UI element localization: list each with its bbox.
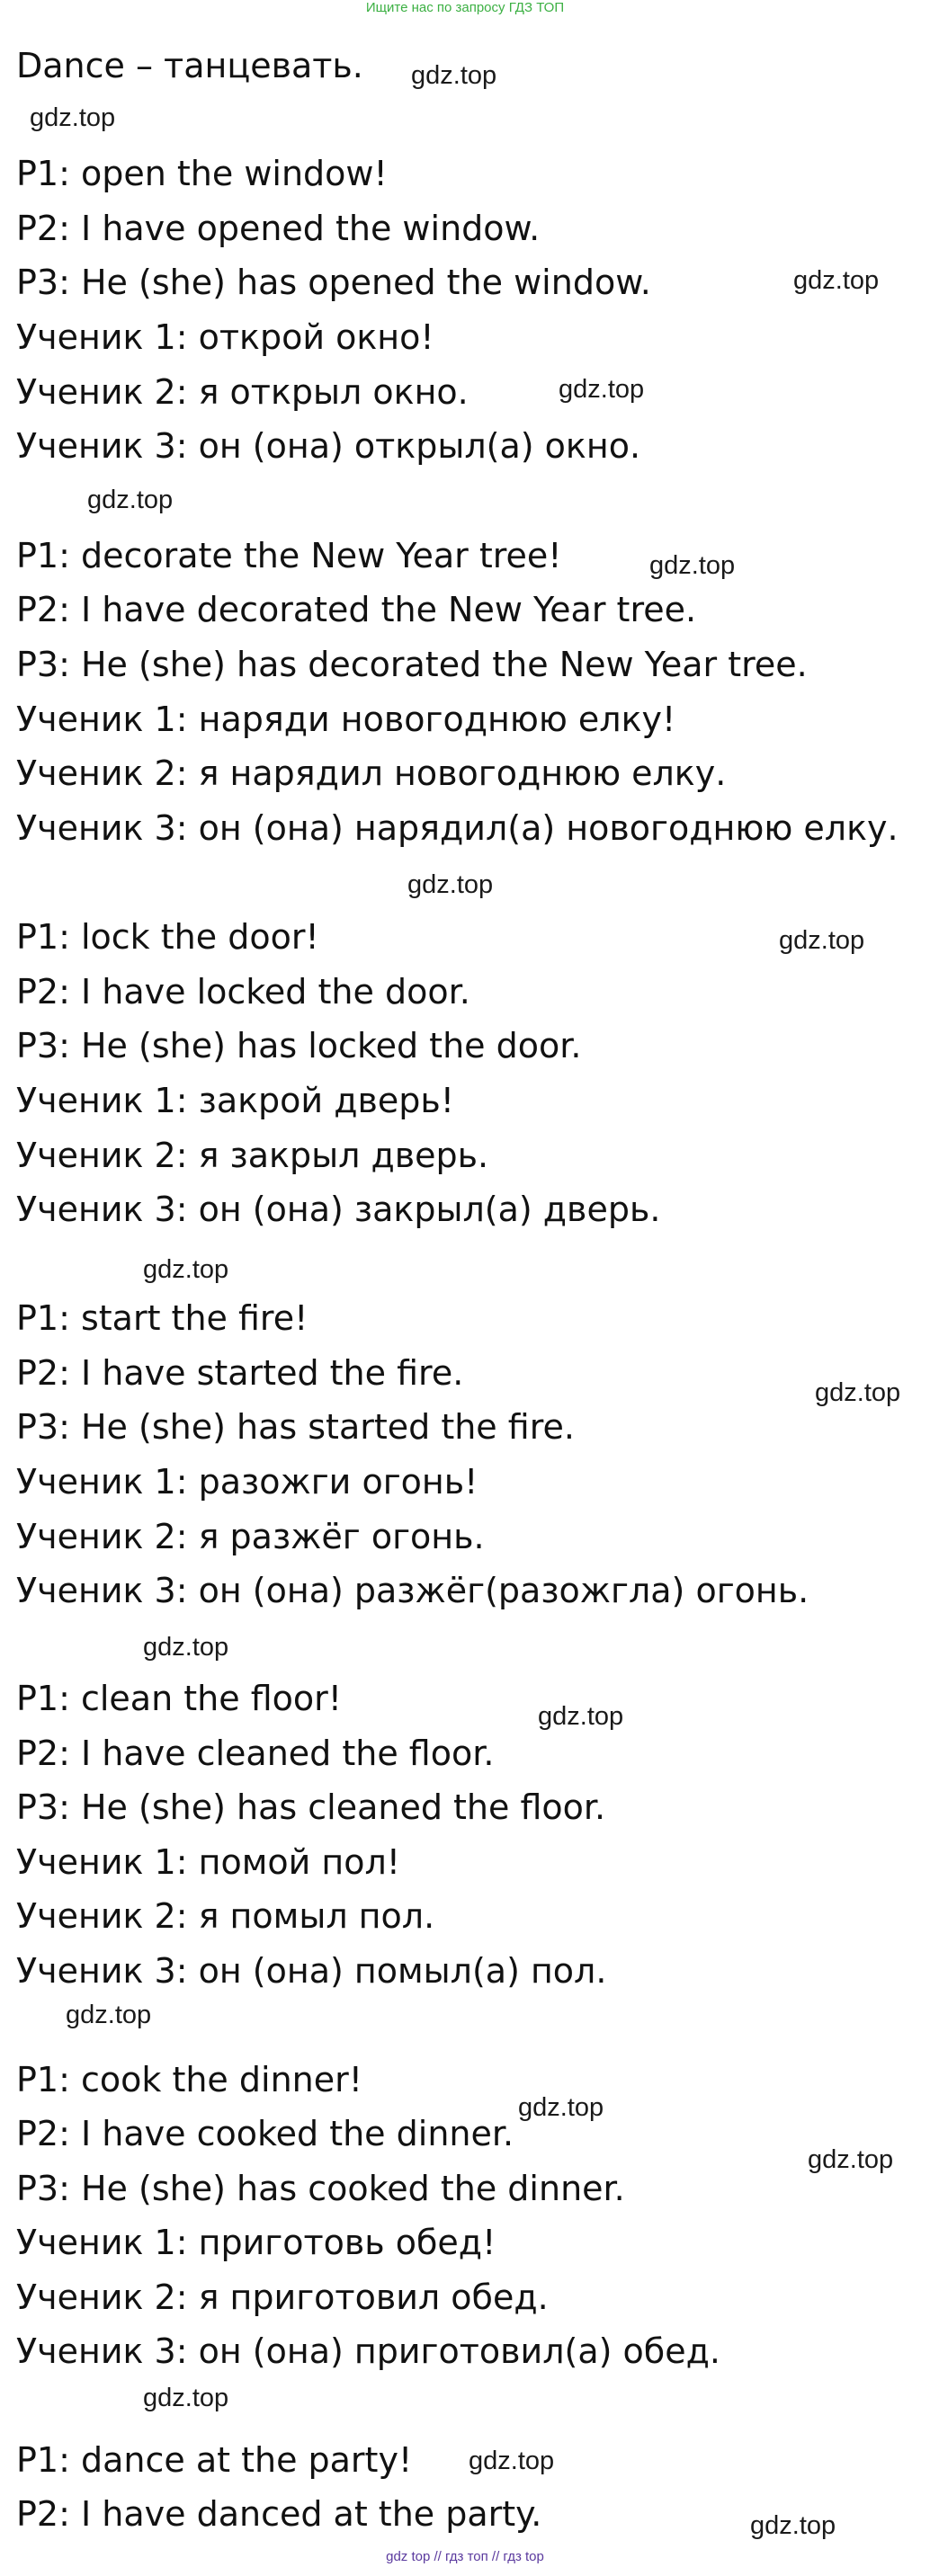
- watermark: gdz.top: [407, 870, 494, 899]
- watermark: gdz.top: [143, 1255, 229, 1284]
- watermark: gdz.top: [559, 375, 645, 404]
- text-line: P3: He (she) has locked the door.: [16, 1026, 582, 1065]
- text-line: P2: I have locked the door.: [16, 972, 470, 1012]
- watermark: gdz.top: [808, 2145, 894, 2174]
- watermark: gdz.top: [143, 2384, 229, 2412]
- text-line: Ученик 1: открой окно!: [16, 317, 434, 357]
- text-line: Ученик 1: разожги огонь!: [16, 1462, 478, 1502]
- text-line: Ученик 3: он (она) разжёг(разожгла) огонь.: [16, 1571, 809, 1610]
- text-line: P2: I have cooked the dinner.: [16, 2114, 514, 2153]
- text-line: Ученик 1: помой пол!: [16, 1842, 401, 1882]
- top-banner: Ищите нас по запросу ГДЗ ТОП: [365, 0, 565, 15]
- watermark: gdz.top: [66, 2001, 152, 2029]
- text-line: Ученик 2: я помыл пол.: [16, 1896, 435, 1936]
- text-line: P2: I have decorated the New Year tree.: [16, 590, 697, 629]
- text-line: Ученик 3: он (она) открыл(а) окно.: [16, 426, 641, 466]
- watermark: gdz.top: [30, 103, 116, 132]
- text-line: Ученик 2: я открыл окно.: [16, 372, 469, 412]
- text-line: P2: I have opened the window.: [16, 209, 541, 248]
- watermark: gdz.top: [469, 2447, 555, 2475]
- text-line: Ученик 2: я приготовил обед.: [16, 2277, 549, 2317]
- text-line: P3: He (she) has cleaned the floor.: [16, 1787, 606, 1827]
- text-line: Ученик 1: наряди новогоднюю елку!: [16, 700, 676, 739]
- watermark: gdz.top: [143, 1633, 229, 1662]
- watermark: gdz.top: [793, 266, 880, 295]
- watermark: gdz.top: [815, 1378, 901, 1407]
- text-line: Ученик 1: закрой дверь!: [16, 1081, 455, 1120]
- text-line: Ученик 3: он (она) нарядил(а) новогоднюю елку.: [16, 808, 899, 848]
- text-line: P1: open the window!: [16, 154, 388, 193]
- bottom-footer: gdz top // гдз топ // гдз top: [386, 2549, 544, 2564]
- page-heading: Dance – танцевать.: [16, 46, 363, 85]
- text-line: Ученик 2: я разжёг огонь.: [16, 1517, 485, 1556]
- text-line: P2: I have cleaned the floor.: [16, 1734, 495, 1773]
- text-line: P1: start the fire!: [16, 1298, 309, 1338]
- text-line: Ученик 3: он (она) помыл(а) пол.: [16, 1951, 607, 1991]
- text-line: Ученик 1: приготовь обед!: [16, 2223, 496, 2262]
- watermark: gdz.top: [750, 2511, 836, 2540]
- watermark: gdz.top: [411, 61, 497, 90]
- watermark: gdz.top: [518, 2093, 604, 2122]
- text-line: Ученик 3: он (она) приготовил(а) обед.: [16, 2331, 720, 2371]
- text-line: P1: decorate the New Year tree!: [16, 536, 562, 575]
- text-line: P3: He (she) has opened the window.: [16, 263, 651, 302]
- text-line: P3: He (she) has decorated the New Year tree.: [16, 645, 808, 684]
- text-line: P1: cook the dinner!: [16, 2060, 362, 2099]
- watermark: gdz.top: [538, 1702, 624, 1731]
- text-line: P2: I have started the fire.: [16, 1353, 464, 1393]
- text-line: P1: clean the floor!: [16, 1679, 342, 1718]
- text-line: P2: I have danced at the party.: [16, 2494, 542, 2534]
- watermark: gdz.top: [649, 551, 736, 580]
- text-line: Ученик 3: он (она) закрыл(а) дверь.: [16, 1190, 661, 1229]
- text-line: Ученик 2: я закрыл дверь.: [16, 1136, 489, 1175]
- watermark: gdz.top: [87, 486, 174, 514]
- text-line: P1: lock the door!: [16, 917, 319, 957]
- text-line: P3: He (she) has started the fire.: [16, 1407, 575, 1447]
- watermark: gdz.top: [779, 926, 865, 955]
- text-line: P1: dance at the party!: [16, 2440, 413, 2480]
- text-line: P3: He (she) has cooked the dinner.: [16, 2169, 625, 2208]
- text-line: Ученик 2: я нарядил новогоднюю елку.: [16, 753, 727, 793]
